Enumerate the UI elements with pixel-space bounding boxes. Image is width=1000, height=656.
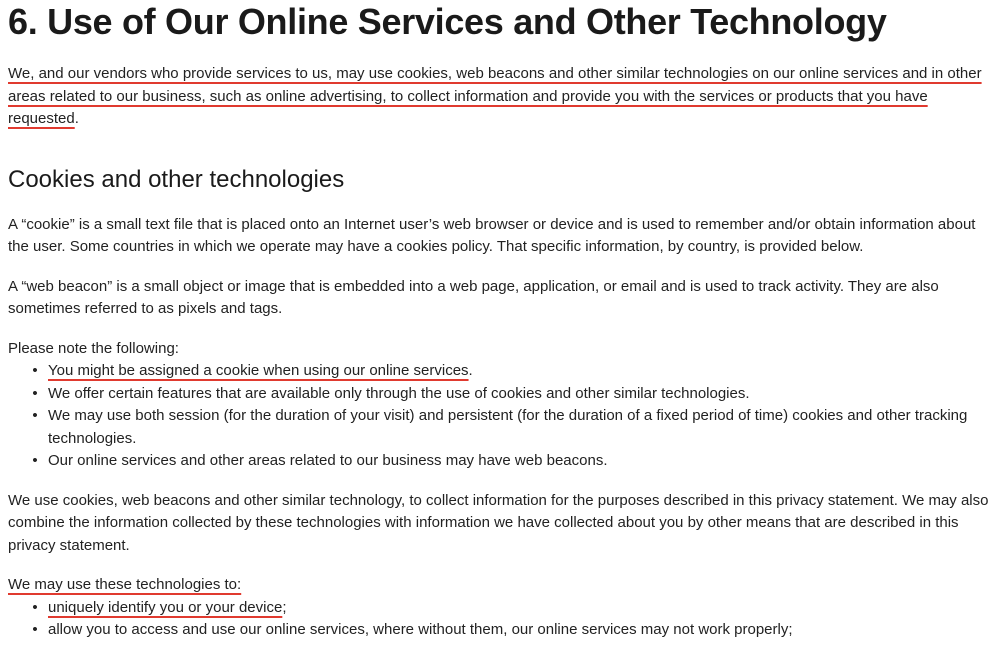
cookie-definition-paragraph: A “cookie” is a small text file that is placed onto an Internet user’s web browser or device and is used to remember and/or obtain information about the user. Some countries in which we operate may have a cookies policy. That specific information, by country, is provided below. [8, 215, 976, 255]
bullet-icon: • [32, 621, 38, 638]
list-item-text: Our online services and other areas related to our business may have web beacons. [48, 452, 608, 469]
section-heading: 6. Use of Our Online Services and Other Technology [8, 1, 887, 42]
uses-label-highlighted-text: We may use these technologies to: [8, 576, 242, 593]
list-item-text: We may use both session (for the duration of your visit) and persistent (for the duration of a fixed period of time) cookies and other tracking technologies. [48, 407, 968, 447]
list-item-text: . [468, 362, 473, 379]
intro-paragraph [8, 63, 992, 131]
web-beacon-definition-paragraph: A “web beacon” is a small object or image that is embedded into a web page, application, or email and is used to track activity. They are also sometimes referred to as pixels and tags. [8, 277, 939, 317]
list-item [8, 597, 992, 620]
list-item-highlighted-text: You might be assigned a cookie when using our online services [48, 362, 469, 379]
list-item [8, 619, 992, 642]
list-item [8, 450, 992, 473]
list-item-text: allow you to access and use our online services, where without them, our online services may not work properly; [48, 621, 793, 638]
list-item-text: We offer certain features that are available only through the use of cookies and other similar technologies. [48, 384, 750, 402]
uses-label [8, 574, 992, 597]
bullet-icon: • [32, 598, 38, 616]
list-item [8, 405, 992, 450]
bullet-icon: • [32, 384, 38, 402]
bullet-icon: • [32, 407, 38, 424]
collection-paragraph: We use cookies, web beacons and other similar technology, to collect information for the purposes described in this privacy statement. We may also combine the information collected by these technologies with information we have collected about you by other means that are described in this privacy statement. [8, 491, 989, 554]
intro-highlighted-text: We, and our vendors who provide services to us, may use cookies, web beacons and other similar technologies on our online services and in other areas related to our business, such as online advertising, to collect information and provide you with the services or products that you have requested [8, 65, 982, 127]
intro-tail: . [74, 110, 79, 127]
note-list [8, 360, 992, 473]
list-item [8, 383, 992, 406]
uses-list [8, 597, 992, 642]
note-label: Please note the following: [8, 339, 179, 357]
list-item-text: ; [282, 598, 287, 616]
list-item [8, 360, 992, 383]
privacy-section [8, 0, 992, 642]
bullet-icon: • [32, 452, 38, 469]
subsection-heading: Cookies and other technologies [8, 165, 345, 193]
list-item-highlighted-text: uniquely identify you or your device [48, 598, 283, 616]
bullet-icon: • [32, 362, 38, 379]
